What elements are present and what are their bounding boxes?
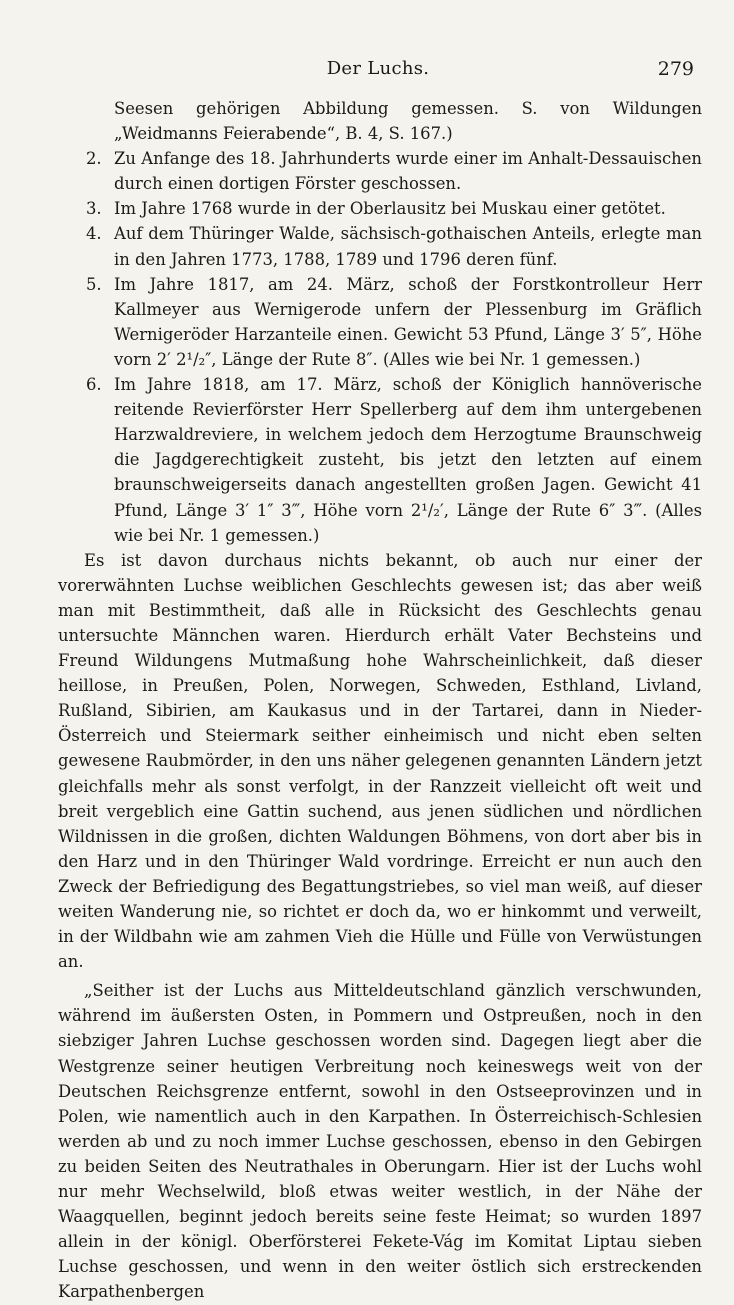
paragraph: Es ist davon durchaus nichts bekannt, ob auch nur einer der vorerwähnten Luchse weiblichen Geschlechts gewesen ist; das aber weiß man mit Bestimmtheit, daß alle in Rücksicht des Geschlechts genau untersuchte Männchen waren. Hierdurch erhält Vater Bechsteins und Freund Wildungens Mutmaßung hohe Wahrscheinlichkeit, daß dieser heillose, in Preußen, Polen, Norwegen, Schweden, Esthland, Livland, Rußland, Sibirien, am Kaukasus und in der Tartarei, dann in Nieder-Österreich und Steiermark seither einheimisch und nicht eben selten gewesene Raubmörder, in den uns näher gelegenen genannten Ländern jetzt gleichfalls mehr als sonst verfolgt, in der Ranzzeit vielleicht oft weit und breit vergeblich eine Gattin suchend, aus jenen südlichen und nördlichen Wildnissen in die großen, dichten Waldungen Böhmens, von dort aber bis in den Harz und in den Thüringer Wald vordringe. Erreicht er nun auch den Zweck der Befriedigung des Begattungstriebes, so viel man weiß, auf dieser weiten Wanderung nie, so richtet er doch da, wo er hinkommt und verweilt, in der Wildbahn wie am zahmen Vieh die Hülle und Fülle von Verwüstungen an. [58,550,702,972]
item-text: Im Jahre 1817, am 24. März, schoß der Forstkontrolleur Herr Kallmeyer aus Wernigerode unfern der Plessenburg im Gräflich Wernigeröder Harzanteile einen. Gewicht 53 Pfund, Länge 3′ 5″, Höhe vorn 2′ 2¹/₂″, Länge der Rute 8″. (Alles wie bei Nr. 1 gemessen.) [114,274,702,369]
item-number: 5. [86,274,102,294]
page-header [62,58,694,86]
item-number: 4. [86,224,102,244]
record-list [58,146,702,548]
list-item [58,196,702,221]
list-item [58,272,702,372]
list-item [58,221,702,271]
item-number: 2. [86,149,102,169]
item-number: 6. [86,375,102,395]
running-title: Der Luchs. [326,58,430,79]
item-number: 3. [86,199,102,219]
item-text: Im Jahre 1818, am 17. März, schoß der Königlich hannöverische reitende Revierförster Herr Spellerberg auf dem ihm untergebenen Harzwaldreviere, in welchem jedoch dem Herzogtume Braunschweig die Jagdgerechtigkeit zusteht, bis jetzt den letzten auf einem braunschweigerseits danach angestellten großen Jagen. Gewicht 41 Pfund, Länge 3′ 1″ 3‴, Höhe vorn 2¹/₂′, Länge der Rute 6″ 3‴. (Alles wie bei Nr. 1 gemessen.) [114,375,702,545]
body-text [58,96,702,1305]
continuation-text: Seesen gehörigen Abbildung gemessen. S. von Wildungen „Weidmanns Feierabende“, B. 4, S. 167.) [114,99,702,144]
item-text: Im Jahre 1768 wurde in der Oberlausitz bei Muskau einer getötet. [114,199,666,219]
item-text: Zu Anfange des 18. Jahrhunderts wurde einer im Anhalt-Dessauischen durch einen dortigen Förster geschossen. [114,149,702,194]
paragraph: „Seither ist der Luchs aus Mitteldeutschland gänzlich verschwunden, während im äußersten Osten, in Pommern und Ostpreußen, noch in den siebziger Jahren Luchse geschossen worden sind. Dagegen liegt aber die Westgrenze seiner heutigen Verbreitung noch keineswegs weit von der Deutschen Reichsgrenze entfernt, sowohl in den Ostseeprovinzen und in Polen, wie namentlich auch in den Karpathen. In Österreichisch-Schlesien werden ab und zu noch immer Luchse geschossen, ebenso in den Gebirgen zu beiden Seiten des Neutrathales in Oberungarn. Hier ist der Luchs wohl nur mehr Wechselwild, bloß etwas weiter westlich, in der Nähe der Waagquellen, beginnt jedoch bereits seine feste Heimat; so wurden 1897 allein in der königl. Oberförsterei Fekete-Vág im Komitat Liptau sieben Luchse geschossen, und wenn in den weiter östlich sich erstreckenden Karpathenbergen [58,981,702,1302]
list-item [58,146,702,196]
item-text: Auf dem Thüringer Walde, sächsisch-gothaischen Anteils, erlegte man in den Jahren 1773, 1788, 1789 und 1796 deren fünf. [114,224,702,269]
page-number: 279 [657,58,694,80]
list-item [58,372,702,548]
